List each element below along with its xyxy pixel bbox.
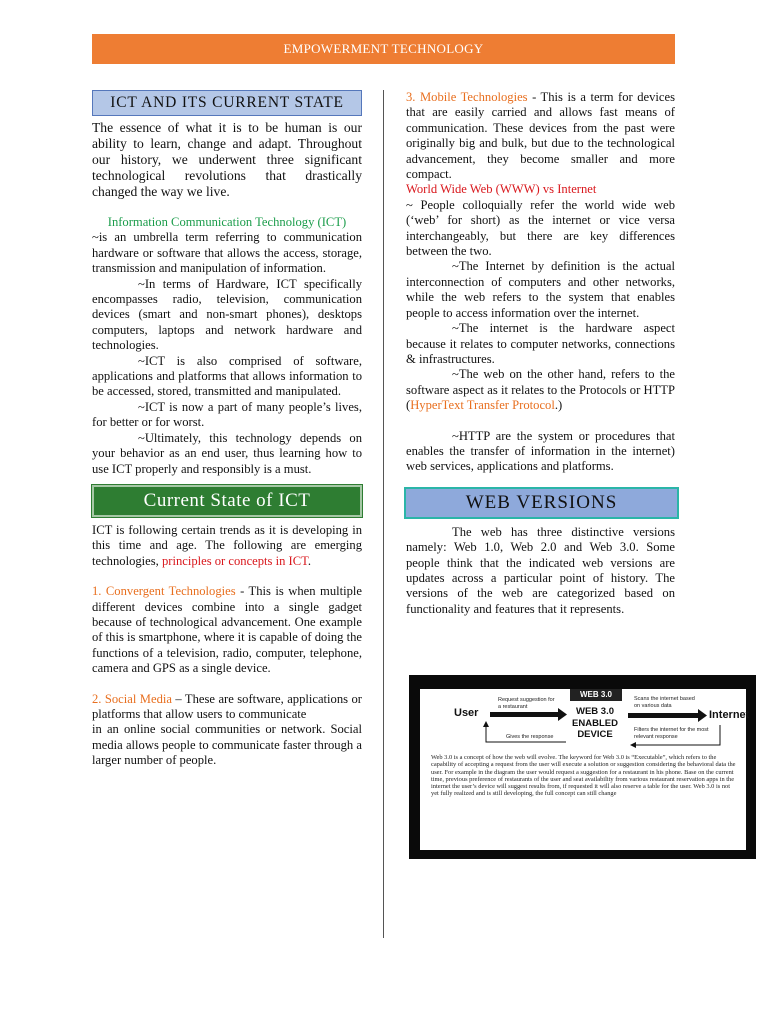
ict-hardware: ~In terms of Hardware, ICT specifically encompasses radio, television, communication devices (smart and non-smart phones), desktops computers, laptops and network hardware and technologies.: [92, 276, 362, 353]
ict-behavior: ~Ultimately, this technology depends on your behavior as an end user, thus learning how to use ICT properly and responsibly is a must.: [92, 430, 362, 476]
web3-diagram-panel: [420, 689, 750, 850]
arrow-device-to-internet: [628, 709, 707, 722]
web3-diagram: [409, 675, 756, 859]
web-software-end: .): [554, 398, 563, 413]
trends-paragraph: [92, 523, 362, 569]
intro-paragraph: The essence of what it is to be human is our ability to learn, change and adapt. Throughout our history, we underwent three significant technological revolutions that drastically changed the way we live.: [92, 120, 362, 199]
ict-definition: ~is an umbrella term referring to communication hardware or software that allows the access, storage, transmission and manipulation of information.: [92, 230, 362, 276]
web-versions-heading: WEB VERSIONS: [404, 487, 679, 519]
request-caption: Request suggestion for a restaurant: [498, 697, 555, 710]
mobile-title: 3. Mobile Technologies: [406, 90, 528, 104]
document-header-banner: EMPOWERMENT TECHNOLOGY: [92, 34, 675, 64]
ict-heading: ICT AND ITS CURRENT STATE: [92, 90, 362, 116]
trends-start: ICT is following certain trends as it is developing in this time and age. The following are emerging technologies,: [92, 522, 362, 568]
www-intro: ~ People colloquially refer the world wide web (‘web’ for short) as the internet or vice versa interchangeably, but there are key differences between the two.: [406, 197, 675, 259]
internet-definition: ~The Internet by definition is the actual interconnection of computers and other networks, while the web refers to the system that enables people to access information over the internet.: [406, 259, 675, 320]
user-label: User: [454, 707, 479, 719]
ict-title: Information Communication Technology (ICT): [107, 215, 347, 229]
scans-caption: Scans the internet based on various data: [634, 696, 695, 709]
left-column: [92, 90, 362, 769]
convergent-paragraph: [92, 584, 362, 676]
mobile-text: - This is a term for devices that are easily carried and allows fast means of communication. These devices from the past were originally big and bulk, but due to the technological advancement, they become smaller and more compact.: [406, 90, 675, 182]
trends-highlight: principles or concepts in ICT: [161, 553, 308, 568]
web-versions-paragraph: The web has three distinctive versions namely: Web 1.0, Web 2.0 and Web 3.0. Some people think that the indicated web versions are updates across a particular point of history. The versions of the web are categorized based on functionality and features that it represents.: [406, 524, 675, 616]
column-divider: [383, 90, 384, 938]
ict-software: ~ICT is also comprised of software, applications and platforms that allows information to be accessed, stored, transmitted and manipulated.: [92, 353, 362, 399]
www-heading: World Wide Web (WWW) vs Internet: [406, 182, 597, 197]
arrow-device-to-user: [483, 721, 566, 742]
arrow-internet-to-device: [630, 725, 720, 748]
web3-device-label: WEB 3.0 ENABLED DEVICE: [572, 706, 618, 740]
arrow-user-to-device: [490, 708, 567, 721]
internet-hardware: ~The internet is the hardware aspect because it relates to computer networks, connections & infrastructures.: [406, 321, 675, 366]
mobile-paragraph: [406, 90, 675, 182]
http-expansion: HyperText Transfer Protocol: [410, 398, 555, 413]
internet-label: Internet: [709, 709, 750, 721]
social-paragraph-continued: in an online social communities or network. Social media allows people to communicate faster through a larger number of people.: [92, 722, 362, 768]
web3-description: Web 3.0 is a concept of how the web will evolve. The keyword for Web 3.0 is “Executable”, which refers to the capability of accepting a request from the user will execute a solution or suggestion considering the behavioral data the user. For example in the diagram the user would request a suggestion for a restaurant in his phone. Base on the current time, previous preference of restaurants of the user and seat availability from various restaurant reservation apps in the internet the user’s device will suggest results from, if requested it will also reserve a table for the user. Web 3.0 is not yet fully realized and is still developing, the full concept can still change: [431, 754, 736, 798]
social-paragraph: [92, 692, 362, 723]
gives-caption: Gives the response: [506, 734, 554, 740]
web-software-start: ~The web on the other hand, refers to the software aspect as it relates to the Protocols or HTTP (: [406, 367, 675, 413]
social-text: – These are software, applications or platforms that allow users to communicate: [92, 691, 362, 721]
convergent-title: 1. Convergent Technologies: [92, 584, 236, 599]
social-title: 2. Social Media: [92, 691, 172, 706]
trends-end: .: [307, 553, 312, 568]
current-state-heading: Current State of ICT: [92, 485, 362, 517]
http-paragraph: ~HTTP are the system or procedures that enables the transfer of information in the internet) web services, applications and platforms.: [406, 428, 675, 474]
web-software: [406, 367, 675, 413]
web3-diagram-title: WEB 3.0: [570, 689, 622, 701]
right-column: [406, 90, 675, 617]
ict-part-of-lives: ~ICT is now a part of many people’s lives, for better or for worst.: [92, 399, 362, 430]
filters-caption: Filters the internet for the most relevant response: [634, 727, 709, 740]
convergent-text: - This is when multiple different devices combine into a single gadget because of technological advancement. One example of this is smartphone, where it is capable of doing the functions of a television, radio, computer, telephone, camera and GPS as a single device.: [92, 584, 362, 676]
web3-flow-arrows: [420, 689, 746, 753]
